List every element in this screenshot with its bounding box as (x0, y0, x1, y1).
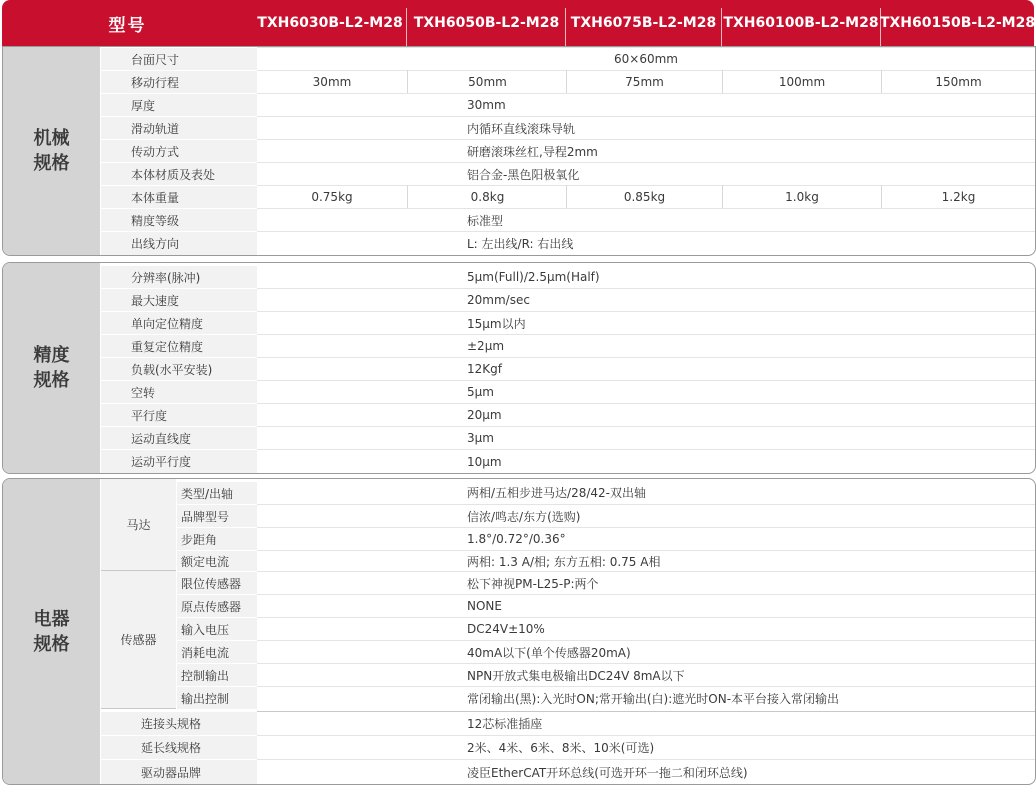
row-label: 精度等级 (101, 208, 257, 231)
section-electrical (2, 478, 1036, 785)
row-label: 负载(水平安装) (101, 357, 257, 380)
row-label: 控制输出 (177, 663, 257, 686)
row-value: 铝合金-黑色阳极氧化 (257, 162, 1035, 185)
row-value: 0.85kg (567, 185, 722, 208)
row-label: 延长线规格 (101, 735, 257, 759)
row-value: 0.75kg (257, 185, 407, 208)
section-precision-title: 精度 规格 (3, 263, 100, 473)
row-value: 松下神视PM-L25-P:两个 (257, 571, 1035, 594)
row-label: 台面尺寸 (101, 47, 257, 70)
row-value: 12芯标准插座 (257, 711, 1035, 735)
row-value: 5μm (257, 380, 1035, 403)
row-label: 类型/出轴 (177, 481, 257, 504)
header-model-1: TXH6030B-L2-M28 (257, 15, 403, 31)
group-sensor: 传感器 (101, 571, 176, 709)
row-value: 60×60mm (257, 47, 1035, 70)
row-value: 2米、4米、6米、8米、10米(可选) (257, 735, 1035, 759)
row-value: 两相/五相步进马达/28/42-双出轴 (467, 486, 646, 500)
row-value: 0.8kg (408, 185, 567, 208)
row-value: 20mm/sec (257, 288, 1035, 311)
row-label: 步距角 (177, 527, 257, 550)
row-label: 空转 (101, 380, 257, 403)
section-precision (2, 262, 1036, 474)
row-label: 输入电压 (177, 617, 257, 640)
row-label: 本体重量 (101, 185, 257, 208)
row-label: 最大速度 (101, 288, 257, 311)
row-value: 150mm (882, 70, 1035, 93)
row-label: 原点传感器 (177, 594, 257, 617)
row-value: 1.0kg (723, 185, 881, 208)
row-value: 1.8°/0.72°/0.36° (257, 527, 1035, 550)
header-model-3: TXH6075B-L2-M28 (570, 15, 717, 31)
row-value: 内循环直线滚珠导轨 (257, 116, 1035, 139)
row-label: 本体材质及表处 (101, 162, 257, 185)
row-label: 分辨率(脉冲) (101, 265, 257, 288)
row-value: 研磨滚珠丝杠,导程2mm (257, 139, 1035, 162)
section-electrical-title: 电器 规格 (3, 479, 100, 784)
row-label: 传动方式 (101, 139, 257, 162)
row-value: L: 左出线/R: 右出线 (257, 231, 1035, 255)
row-label: 厚度 (101, 93, 257, 116)
row-label: 品牌型号 (177, 504, 257, 527)
row-label: 出线方向 (101, 231, 257, 255)
row-label: 移动行程 (101, 70, 257, 93)
row-value: 75mm (567, 70, 722, 93)
row-value: NONE (257, 594, 1035, 617)
header-model-2: TXH6050B-L2-M28 (413, 15, 560, 31)
row-value: 两相: 1.3 A/相; 东方五相: 0.75 A相 (257, 550, 1035, 571)
row-label: 运动直线度 (101, 426, 257, 449)
row-label: 单向定位精度 (101, 311, 257, 334)
table-header (2, 0, 1034, 46)
row-value: 20μm (257, 403, 1035, 426)
header-model-label: 型号 (108, 15, 147, 36)
row-value: DC24V±10% (257, 617, 1035, 640)
row-value: 50mm (408, 70, 567, 93)
row-value: 10μm (257, 449, 1035, 473)
row-value: 常闭输出(黑):入光时ON;常开输出(白):遮光时ON-本平台接入常闭输出 (257, 686, 1035, 709)
row-label: 输出控制 (177, 686, 257, 709)
row-value: 5μm(Full)/2.5μm(Half) (467, 269, 600, 284)
row-value: ±2μm (257, 334, 1035, 357)
row-value: 40mA以下(单个传感器20mA) (257, 640, 1035, 663)
row-label: 平行度 (101, 403, 257, 426)
row-label: 滑动轨道 (101, 116, 257, 139)
row-label: 驱动器品牌 (101, 759, 257, 784)
section-mechanical-title: 机械 规格 (3, 47, 100, 255)
row-label: 限位传感器 (177, 571, 257, 594)
row-value: 标准型 (257, 208, 1035, 231)
row-label: 重复定位精度 (101, 334, 257, 357)
row-value: 信浓/鸣志/东方(选购) (257, 504, 1035, 527)
section-mechanical (2, 46, 1036, 256)
row-value: NPN开放式集电极输出DC24V 8mA以下 (257, 663, 1035, 686)
header-model-5: TXH60150B-L2-M28 (879, 15, 1036, 31)
row-value: 30mm (257, 93, 1035, 116)
row-label: 消耗电流 (177, 640, 257, 663)
row-value: 15μm以内 (257, 311, 1035, 334)
row-value: 凌臣EtherCAT开环总线(可选开环一拖二和闭环总线) (257, 759, 1035, 784)
group-motor: 马达 (101, 479, 176, 571)
row-label: 连接头规格 (101, 711, 257, 735)
row-label: 运动平行度 (101, 449, 257, 473)
row-value: 3μm (257, 426, 1035, 449)
row-label: 额定电流 (177, 550, 257, 571)
header-model-4: TXH60100B-L2-M28 (723, 15, 879, 31)
row-value: 100mm (723, 70, 881, 93)
row-value: 12Kgf (257, 357, 1035, 380)
row-value: 30mm (257, 70, 407, 93)
row-value: 1.2kg (882, 185, 1035, 208)
